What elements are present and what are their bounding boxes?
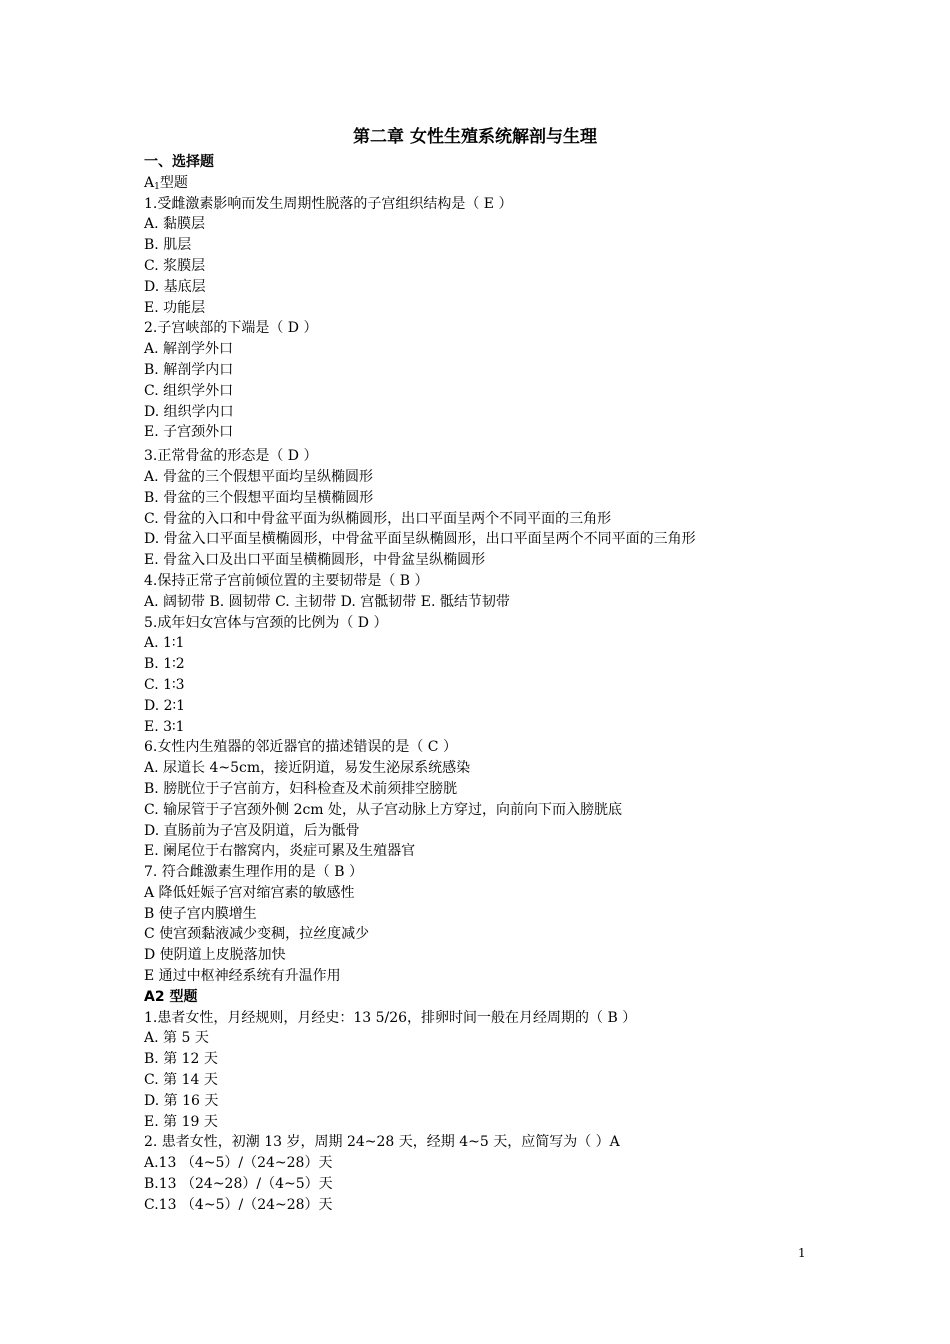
answer-option: C. 浆膜层 [144,257,206,274]
answer-option: B. 膀胱位于子宫前方，妇科检查及术前须排空膀胱 [144,780,458,797]
answer-option: E. 骨盆入口及出口平面呈横椭圆形，中骨盆呈纵椭圆形 [144,552,486,569]
question-type-label: A2 型题 [144,988,198,1005]
answer-option: E. 3∶1 [144,718,185,735]
answer-option: A. 解剖学外口 [144,341,234,358]
answer-option: B. 解剖学内口 [144,361,234,378]
answer-option: A. 阔韧带 B. 圆韧带 C. 主韧带 D. 宫骶韧带 E. 骶结节韧带 [144,593,510,610]
question-stem: 6.女性内生殖器的邻近器官的描述错误的是（ C ） [144,739,457,756]
answer-option: C 使宫颈黏液减少变稠，拉丝度减少 [144,926,370,943]
answer-option: D. 基底层 [144,278,206,295]
answer-option: C. 第 14 天 [144,1072,218,1089]
answer-option: B. 1∶2 [144,656,185,673]
answer-option: A. 黏膜层 [144,216,206,233]
page-number: 1 [798,1246,806,1260]
answer-option: A.13 （4~5）/（24~28）天 [144,1155,333,1172]
question-stem: 2.子宫峡部的下端是（ D ） [144,320,318,337]
answer-option: D. 第 16 天 [144,1092,219,1109]
answer-option: D. 直肠前为子宫及阴道，后为骶骨 [144,822,360,839]
question-stem: 1.受雌激素影响而发生周期性脱落的子宫组织结构是（ E ） [144,195,513,212]
question-stem: 7. 符合雌激素生理作用的是（ B ） [144,864,363,881]
answer-option: E 通过中枢神经系统有升温作用 [144,968,341,985]
answer-option: A 降低妊娠子宫对缩宫素的敏感性 [144,884,355,901]
answer-option: B.13 （24~28）/（4~5）天 [144,1176,333,1193]
answer-option: D. 骨盆入口平面呈横椭圆形，中骨盆平面呈纵椭圆形，出口平面呈两个不同平面的三角形 [144,531,696,548]
question-type-label: $A_1$型题 [144,174,188,192]
question-stem: 2. 患者女性，初潮 13 岁，周期 24~28 天，经期 4~5 天，应简写为（ ）A [144,1134,620,1151]
answer-option: A. 尿道长 4~5cm，接近阴道，易发生泌尿系统感染 [144,760,471,777]
answer-option: A. 第 5 天 [144,1030,209,1047]
section-heading: 一、选择题 [144,154,214,170]
answer-option: B. 骨盆的三个假想平面均呈横椭圆形 [144,489,374,506]
answer-option: B. 第 12 天 [144,1051,218,1068]
answer-option: D. 组织学内口 [144,403,234,420]
answer-option: E. 子宫颈外口 [144,424,234,441]
page-content [144,152,864,1216]
answer-option: A. 1∶1 [144,635,185,652]
answer-option: B 使子宫内膜增生 [144,905,257,922]
answer-option: B. 肌层 [144,237,192,254]
answer-option: D. 2∶1 [144,697,186,714]
answer-option: E. 阑尾位于右髂窝内，炎症可累及生殖器官 [144,843,416,860]
answer-option: C.13 （4~5）/（24~28）天 [144,1196,333,1213]
answer-option: C. 组织学外口 [144,382,234,399]
question-stem: 4.保持正常子宫前倾位置的主要韧带是（ B ） [144,572,429,589]
chapter-title: 第二章 女性生殖系统解剖与生理 [353,127,597,147]
answer-option: C. 输尿管于子宫颈外侧 2cm 处，从子宫动脉上方穿过，向前向下而入膀胱底 [144,801,623,818]
question-stem: 3.正常骨盆的形态是（ D ） [144,448,318,465]
answer-option: C. 骨盆的入口和中骨盆平面为纵椭圆形，出口平面呈两个不同平面的三角形 [144,510,612,527]
answer-option: E. 功能层 [144,299,206,316]
answer-option: E. 第 19 天 [144,1113,218,1130]
answer-option: D 使阴道上皮脱落加快 [144,947,286,964]
answer-option: A. 骨盆的三个假想平面均呈纵椭圆形 [144,468,374,485]
answer-option: C. 1∶3 [144,676,185,693]
question-stem: 1.患者女性，月经规则，月经史：13 5/26，排卵时间一般在月经周期的（ B ） [144,1009,637,1026]
question-stem: 5.成年妇女宫体与宫颈的比例为（ D ） [144,614,388,631]
